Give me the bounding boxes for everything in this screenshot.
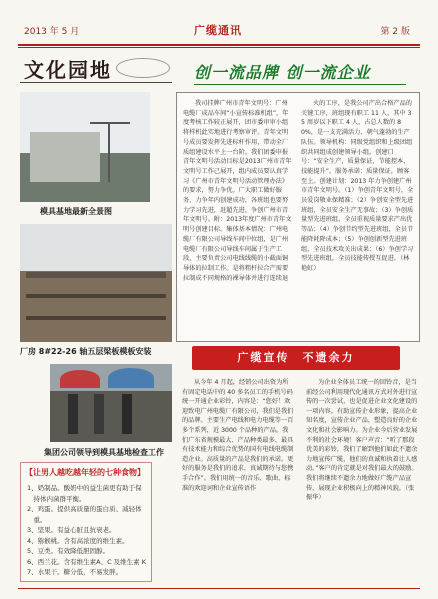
page-header	[18, 18, 418, 44]
section-banner: 广缆宣传 不遗余力	[192, 346, 400, 370]
tips-title: 【让男人越吃越年轻的七种食物】	[25, 468, 145, 477]
header-rule	[18, 44, 420, 46]
page-number: 第 2 版	[380, 27, 410, 37]
caption-leaders-inspection: 集团公司领导到模具基地检查工作	[44, 448, 164, 457]
section-title-rule	[20, 82, 172, 83]
article-column-left: 从今年 4 月起，经销公司出资为所有固定电话中的 40 多名员工的手机号码统一开通企业彩铃，内容是：“您好！欢迎致电广州电缆厂有限公司，我们是我们的品牌。主要生产电线和电力电缆等一百多个系列，近 3000 个品种的产品。我们广东省规模最大、产品种类最多、最具有技术能力和综合优势的国有电线电缆制造企业。高质量的产品是我们的承诺。更好的服务是我们的追求，真诚期待与您携手合作”。我们用统一的音乐、歌曲、标准的欢迎词和企业宣传语作	[182, 379, 294, 492]
list-item: 6、西兰花。含有维生素A、C 及维生素 K	[27, 557, 147, 566]
article-column-right: 火的工序，是我公司产出合格产品的关键工序，班组现有职工 11 人，其中 35 周岁以下职工 4 人，占总人数的 80%，是一支充满活力、朝气蓬勃的生产队伍。领导机构：同级党组织和上级团组织共同组成创建领导小组。创建口号：“安全生产，质量保证，节能控本，技能提升”。服务承诺：质量保证，顾客至上。创建计划：2013 年力争创建广州市青年文明号。（1）争创青年文明号，全员爱岗敬业保精准；（2）争创安全型先进班组，全员安全生产无事故；（3）争创质量型先进班组，全员重视质量要求产出优等品；（4）争创节约型先进班组，全员节能降耗降成本；（5）争创创新型先进班组，全员技术攻关出成果；（6）争创学习型先进班组，全员技能传授互促进。（林艳虹）	[301, 100, 414, 272]
section-title-text: 文化园地	[24, 58, 112, 82]
issue-date: 2013 年 5 月	[24, 27, 80, 37]
slogan-rule	[194, 84, 406, 85]
article-frame	[176, 92, 420, 342]
list-item: 7、水果干。糖分低，不易发胖。	[27, 568, 123, 576]
article-column-right: 为企业全体员工统一的回铃音，是当前经公司利用现代化通讯方式对外进行宣传的一次尝试，也是促进企业文化建设的一项内容。有助宣传企业形象，提高企业知名度，宣传企业产品，塑造良好的企业文化和社会影响力。为企业今后营业发展不利的社会环境！客户声音：“听了那段优美的彩铃，我们了解到他们如此不遗余力地宣传广缆，他们的真诚和执着让人感动。”客户的肯定就是对我们最大的鼓励。我们将继续不遗余力地做好广缆产品宣传，展现企业积极向上的精神风貌。（张振华）	[306, 379, 418, 502]
caption-plant-formwork: 厂房 8#22-26 轴五层梁板模板安装	[20, 347, 152, 356]
photo-mold-base-panorama	[20, 92, 150, 202]
footer-rule	[18, 588, 420, 589]
list-item: 5、豆类。有效降低胆固醇。	[27, 547, 110, 555]
list-item: 1、奶制品。酸奶中的益生菌更有助于保	[27, 484, 142, 492]
health-tips-box	[20, 462, 152, 582]
top-right-article	[176, 52, 420, 342]
section-title	[20, 52, 172, 86]
header-rule-thin	[18, 47, 420, 48]
slogan-header	[194, 56, 404, 90]
photo-leaders-inspection	[50, 364, 172, 442]
tips-list	[27, 483, 146, 578]
list-item: 4、猕猴桃。含有高浓度的维生素。	[27, 536, 129, 545]
list-item: 重。	[27, 515, 47, 524]
caption-mold-base-panorama: 模具基地最新全景图	[40, 207, 112, 216]
list-item: 持体内菌群平衡。	[27, 494, 86, 503]
list-item: 3、坚果。有益心脏且抗衰老。	[27, 526, 116, 534]
photo-plant-formwork	[20, 224, 172, 342]
article-column-left: 我司挂牌广州市青年文明号：广州电缆厂成品车间“小宣传标准机组”，年度考核工作较正展开，团市委审审小组将样机此实地进行考察审评。青年文明号成员要发挥先进标杆作用，带动全厂质组建设水平上一台阶。我们团委申报青年文明号活动目标是2013广州市青年文明号工作己展开，组内成员要认真学习《广州市青年文明号活动管理办法》的要求，努力争优。广大职工做好服务，力争年内创建成功，各班组也要努力学习先进，赶超先进，争创广州市青年文明号。附：2013年度广州市青年文明号创建目标。集体基本情况：广州电缆厂有限公司导线车间中位组，是广州电缆厂有限公司导线车间属于生产工段，主要负责公司电线线缆的小截面铜导体的拉制工作。是将粗杆拉合产需要拉制成不同规格的裸导体并进行连续退	[183, 100, 292, 282]
slogan-text: 创一流品牌 创一流企业	[194, 63, 371, 82]
bottom-right-article	[182, 378, 420, 583]
left-column	[20, 52, 172, 587]
newsletter-title: 广缆通讯	[194, 24, 242, 37]
brush-stroke-decoration	[116, 58, 170, 78]
list-item: 2、鸡蛋。提供高质量的蛋白质、减轻体	[27, 505, 142, 513]
